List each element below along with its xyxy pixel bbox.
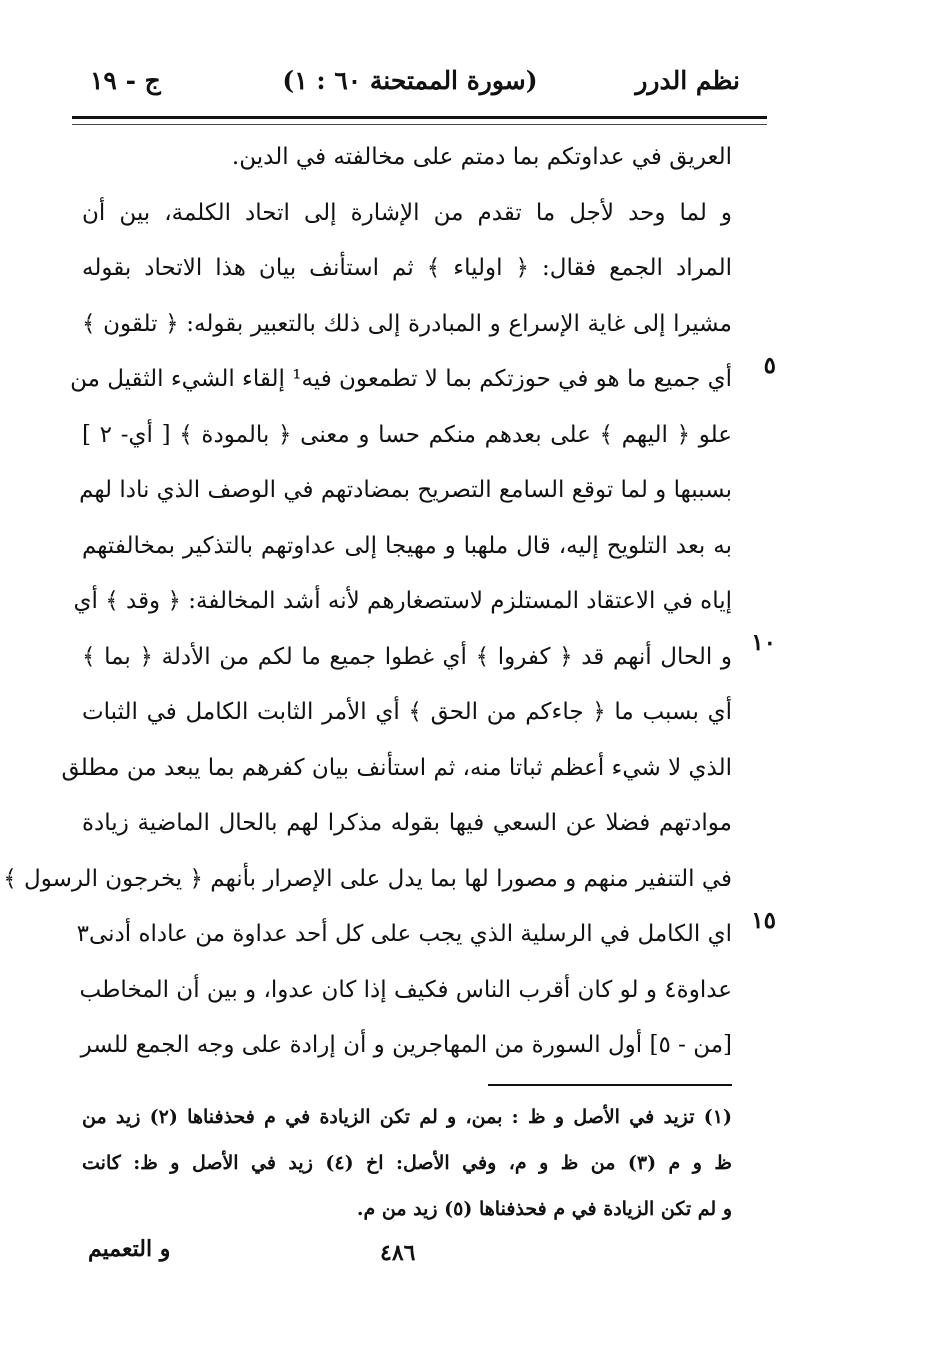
text-line: أي جميع ما هو في حوزتكم بما لا تطمعون فيه¹ إلقاء الشيء الثقيل من bbox=[70, 366, 732, 392]
footnote-rule bbox=[488, 1084, 732, 1086]
text-line: و لما وحد لأجل ما تقدم من الإشارة إلى اتحاد الكلمة، بين أن bbox=[82, 199, 732, 226]
catchword: و التعميم bbox=[88, 1236, 171, 1262]
page-header bbox=[80, 66, 740, 110]
footnotes bbox=[82, 1094, 732, 1232]
main-text bbox=[3, 130, 732, 1074]
header-rule-thin bbox=[72, 124, 767, 125]
footnote-line: و لم تكن الزيادة في م فحذفناها (٥) زيد من م. bbox=[356, 1198, 732, 1220]
text-line: اي الكامل في الرسلية الذي يجب على كل أحد عداوة من عاداه أدنى٣ bbox=[76, 921, 732, 947]
text-line: مشيرا إلى غاية الإسراع و المبادرة إلى ذلك بالتعبير بقوله: ﴿ تلقون ﴾ bbox=[82, 310, 732, 337]
footnote-line: (١) تزيد في الأصل و ظ : بمن، و لم تكن الزيادة في م فحذفناها (٢) زيد من bbox=[82, 1106, 733, 1128]
text-line: في التنفير منهم و مصورا لها بما يدل على الإصرار بأنهم ﴿ يخرجون الرسول ﴾ bbox=[3, 865, 732, 892]
page-number: ٤٨٦ bbox=[380, 1240, 416, 1266]
text-line: عداوة٤ و لو كان أقرب الناس فكيف إذا كان عدوا، و بين أن المخاطب bbox=[79, 976, 732, 1003]
text-line: بسببها و لما توقع السامع التصريح بمضادتهم في الوصف الذي نادا لهم bbox=[79, 477, 732, 503]
surah-reference: (سورة الممتحنة ٦٠ : ١) bbox=[282, 66, 538, 95]
line-number-15: ١٥ bbox=[751, 907, 776, 934]
text-line: [من - ٥] أول السورة من المهاجرين و أن إرادة على وجه الجمع للسر bbox=[80, 1032, 732, 1058]
volume-page-marker: ج - ١٩ bbox=[90, 66, 161, 95]
text-line: إياه في الاعتقاد المستلزم لاستصغارهم لأنه أشد المخالفة: ﴿ وقد ﴾ أي bbox=[73, 588, 732, 614]
book-title: نظم الدرر bbox=[635, 66, 740, 95]
text-line: به بعد التلويح إليه، قال ملهبا و مهيجا إلى عداوتهم بالتذكير بمخالفتهم bbox=[82, 532, 732, 559]
footnote-line: ظ و م (٣) من ظ و م، وفي الأصل: اخ (٤) زيد في الأصل و ظ: كانت bbox=[82, 1152, 732, 1174]
text-line: علو ﴿ اليهم ﴾ على بعدهم منكم حسا و معنى ﴿ بالمودة ﴾ [ أي- ٢ ] bbox=[82, 421, 732, 448]
line-number-10: ١٠ bbox=[751, 629, 776, 656]
text-line: أي بسبب ما ﴿ جاءكم من الحق ﴾ أي الأمر الثابت الكامل في الثبات bbox=[82, 699, 732, 725]
header-rule-thick bbox=[72, 116, 767, 119]
text-line: المراد الجمع فقال: ﴿ اولياء ﴾ ثم استأنف بيان هذا الاتحاد بقوله bbox=[82, 255, 732, 281]
text-line: موادتهم فضلا عن السعي فيها بقوله مذكرا لهم بالحال الماضية زيادة bbox=[82, 810, 732, 836]
line-number-5: ٥ bbox=[763, 352, 776, 379]
text-line: الذي لا شيء أعظم ثباتا منه، ثم استأنف بيان كفرهم بما يبعد من مطلق bbox=[61, 754, 732, 781]
text-line: و الحال أنهم قد ﴿ كفروا ﴾ أي غطوا جميع ما لكم من الأدلة ﴿ بما ﴾ bbox=[82, 643, 732, 670]
text-line: العريق في عداوتكم بما دمتم على مخالفته في الدين. bbox=[231, 144, 732, 170]
